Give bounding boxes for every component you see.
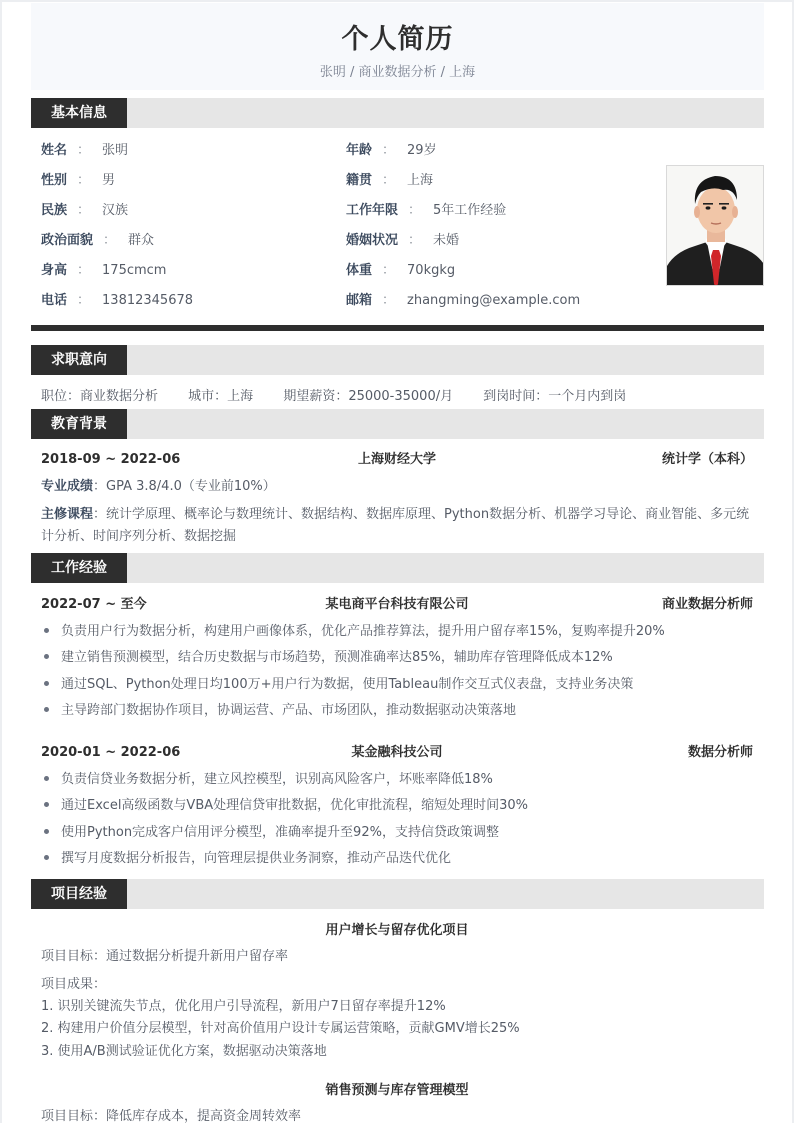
profile-photo [666,165,764,286]
bullet-dot-icon [44,776,49,781]
section-title: 教育背景 [31,409,127,439]
work-period: 2020-01 ~ 2022-06 [41,745,181,760]
info-value: 175cmcm [102,263,167,278]
work-bullet: 使用Python完成客户信用评分模型，准确率提升至92%，支持信贷政策调整 [41,825,499,841]
work-bullet: 建立销售预测模型，结合历史数据与市场趋势，预测准确率达85%，辅助库存管理降低成本12% [41,650,613,666]
job-intent-row [41,389,626,405]
education-period: 2018-09 ~ 2022-06 [41,452,181,467]
info-label: 体重 [346,263,373,278]
project-result-item: 3. 使用A/B测试验证优化方案，数据驱动决策落地 [41,1044,327,1059]
info-label: 工作年限 [346,203,399,218]
info-marital-status: 婚姻状况 ： 未婚 [346,233,460,248]
info-value: 未婚 [433,233,460,248]
info-value: 70kgkg [407,263,456,278]
info-value: 汉族 [102,203,129,218]
resume-header [31,3,764,90]
info-label: 政治面貌 [41,233,94,248]
section-header-education [31,409,764,439]
section-title: 工作经验 [31,553,127,583]
section-title: 求职意向 [31,345,127,375]
info-label: 姓名 [41,143,68,158]
work-role: 商业数据分析师 [661,597,753,612]
section-title: 基本信息 [31,98,127,128]
bullet-dot-icon [44,829,49,834]
project-result-item: 1. 识别关键流失节点，优化用户引导流程，新用户7日留存率提升12% [41,999,446,1014]
info-political-status: 政治面貌 ： 群众 [41,233,155,248]
project-goal: 项目目标：通过数据分析提升新用户留存率 [41,949,289,964]
info-phone: 电话 ： 13812345678 [41,293,194,308]
info-label: 邮箱 [346,293,373,308]
score-value: ：GPA 3.8/4.0（专业前10%） [93,479,276,494]
work-bullet: 负责用户行为数据分析，构建用户画像体系，优化产品推荐算法，提升用户留存率15%，复购率提升20% [41,624,665,640]
info-label: 籍贯 [346,173,373,188]
info-value: 29岁 [407,143,437,158]
score-label: 专业成绩 [41,479,94,494]
info-label: 民族 [41,203,68,218]
project-goal: 项目目标：降低库存成本，提高资金周转效率 [41,1109,302,1123]
education-school: 上海财经大学 [357,452,436,467]
courses-value: ：统计学原理、概率论与数理统计、数据结构、数据库原理、Python数据分析、机器学习导论、商业智能、多元统计分析、时间序列分析、数据挖掘 [41,507,750,544]
info-value: zhangming@example.com [407,293,581,308]
info-label: 身高 [41,263,68,278]
education-score [41,479,276,495]
work-period: 2022-07 ~ 至今 [41,597,147,612]
info-name: 姓名 ： 张明 [41,143,129,158]
info-gender: 性别 ： 男 [41,173,116,188]
info-hometown: 籍贯 ： 上海 [346,173,434,188]
info-height: 身高 ： 175cmcm [41,263,167,278]
section-header-job-intent [31,345,764,375]
work-role: 数据分析师 [687,745,753,760]
bullet-dot-icon [44,707,49,712]
intent-city: 城市：上海 [188,389,254,404]
bullet-dot-icon [44,628,49,633]
work-bullet: 撰写月度数据分析报告，向管理层提供业务洞察，推动产品迭代优化 [41,851,451,867]
section-header-basic-info [31,98,764,128]
page-title: 个人简历 [341,24,454,55]
section-header-projects [31,879,764,909]
intent-start-time: 到岗时间：一个月内到岗 [483,389,627,404]
work-company: 某电商平台科技有限公司 [325,597,469,612]
bullet-dot-icon [44,855,49,860]
info-value: 5年工作经验 [433,203,507,218]
project-title: 销售预测与库存管理模型 [325,1083,469,1098]
info-value: 群众 [128,233,155,248]
section-header-work [31,553,764,583]
work-bullet: 通过SQL、Python处理日均100万+用户行为数据，使用Tableau制作交互式仪表盘，支持业务决策 [41,677,633,693]
work-bullet: 通过Excel高级函数与VBA处理信贷审批数据，优化审批流程，缩短处理时间30% [41,798,528,814]
project-result-label: 项目成果： [41,977,107,992]
info-label: 婚姻状况 [346,233,399,248]
page-subtitle: 张明 / 商业数据分析 / 上海 [319,65,476,80]
info-email: 邮箱 ： zhangming@example.com [346,293,581,308]
project-title: 用户增长与留存优化项目 [325,923,469,938]
info-value: 男 [102,173,116,188]
info-work-years: 工作年限 ： 5年工作经验 [346,203,507,218]
info-weight: 体重 ： 70kgkg [346,263,456,278]
section-divider [31,325,764,331]
bullet-dot-icon [44,802,49,807]
project-result-item: 2. 构建用户价值分层模型，针对高价值用户设计专属运营策略，贡献GMV增长25% [41,1021,520,1036]
info-age: 年龄 ： 29岁 [346,143,437,158]
work-bullet: 负责信贷业务数据分析，建立风控模型，识别高风险客户，坏账率降低18% [41,772,493,788]
avatar-illustration-icon [667,166,764,286]
info-label: 电话 [41,293,68,308]
info-value: 张明 [102,143,129,158]
info-value: 13812345678 [102,293,194,308]
education-courses [41,504,753,548]
bullet-dot-icon [44,681,49,686]
education-major: 统计学（本科） [661,452,753,467]
work-bullet: 主导跨部门数据协作项目，协调运营、产品、市场团队，推动数据驱动决策落地 [41,703,516,719]
section-title: 项目经验 [31,879,127,909]
intent-salary: 期望薪资：25000-35000/月 [283,389,454,404]
bullet-dot-icon [44,654,49,659]
info-label: 年龄 [346,143,373,158]
info-ethnicity: 民族 ： 汉族 [41,203,129,218]
info-value: 上海 [407,173,434,188]
intent-position: 职位：商业数据分析 [41,389,159,404]
work-company: 某金融科技公司 [351,745,443,760]
info-label: 性别 [41,173,68,188]
courses-label: 主修课程 [41,507,94,522]
